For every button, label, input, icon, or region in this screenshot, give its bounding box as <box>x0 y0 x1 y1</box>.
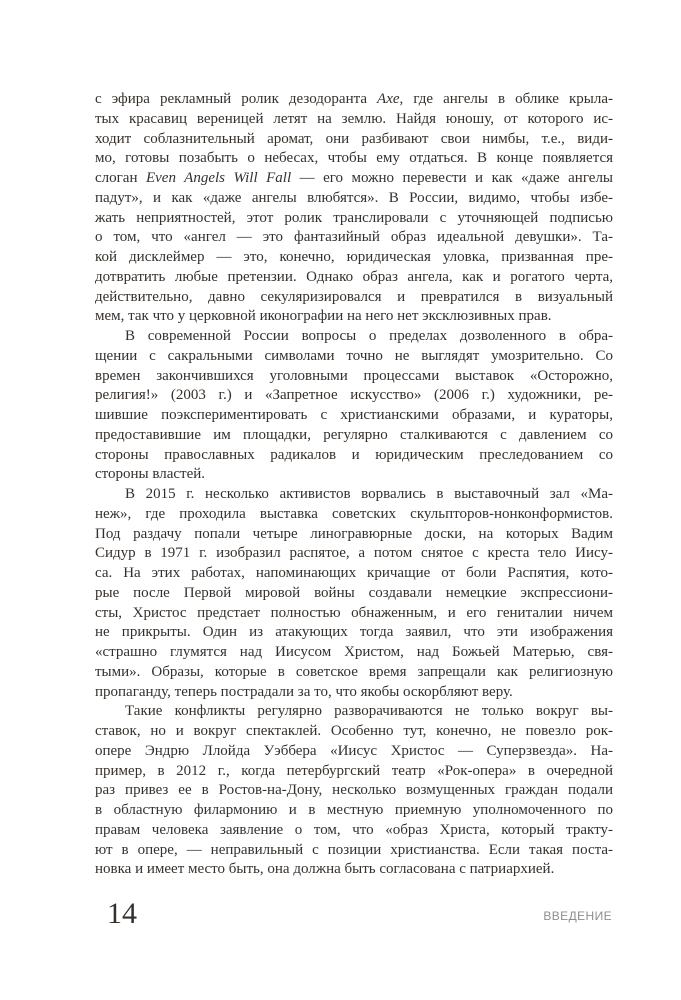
text-segment: мем, так что у церковной иконографии на него нет эксклюзивных прав. <box>95 308 552 325</box>
text-line <box>95 288 613 308</box>
text-segment: тыми». Образы, которые в советское время запрещали как религиозную <box>95 663 613 680</box>
text-segment: в областную филармонию и в местную приемную уполномоченного по <box>95 802 613 818</box>
text-line <box>95 742 613 762</box>
text-segment: предоставившие им площадки, регулярно сталкиваются с давлением со <box>95 426 613 443</box>
text-line <box>95 327 613 347</box>
text-line <box>95 268 613 288</box>
text-segment: стороны православных радикалов и юридическим преследованием со <box>95 446 613 463</box>
text-line <box>95 130 613 150</box>
text-segment: действительно, давно секуляризировался и превратился в визуальный <box>95 288 613 305</box>
text-segment: рые после Первой мировой войны создавали немецкие экспрессиони- <box>95 584 613 601</box>
text-segment: Сидур в 1971 г. изобразил распятое, а потом снятое с креста тело Иису- <box>95 545 613 562</box>
text-line <box>95 426 613 446</box>
text-line <box>95 189 613 209</box>
body-text <box>95 90 613 880</box>
text-segment: стороны властей. <box>95 466 206 483</box>
text-segment: Такие конфликты регулярно разворачиваются не только вокруг вы- <box>125 703 613 720</box>
text-segment: дотвратить любые претензии. Однако образ ангела, как и рогатого черта, <box>95 268 613 285</box>
text-line <box>95 347 613 367</box>
text-line <box>95 386 613 406</box>
text-line <box>95 781 613 801</box>
text-segment: раз привез ее в Ростов-на-Дону, несколько возмущенных граждан подали <box>95 782 613 799</box>
text-segment: ставок, но и вокруг спектаклей. Особенно тут, конечно, не повезло рок- <box>95 723 613 739</box>
text-line <box>95 663 613 683</box>
text-line <box>95 722 613 742</box>
text-segment: В современной России вопросы о пределах дозволенного в обра- <box>125 328 613 344</box>
text-line <box>95 801 613 821</box>
text-segment: с эфира рекламный ролик дезодоранта <box>95 91 378 107</box>
text-segment: падут», и как «даже ангелы влюбятся». В России, видимо, чтобы избе- <box>95 189 613 206</box>
text-line <box>95 584 613 604</box>
text-line <box>95 406 613 426</box>
text-line <box>95 525 613 545</box>
text-line <box>95 169 613 189</box>
page-number: 14 <box>107 897 137 930</box>
text-segment: опере Эндрю Ллойда Уэббера «Иисус Христос — Суперзвезда». На- <box>95 742 613 759</box>
text-segment: пример, в 2012 г., когда петербургский театр «Рок-опера» в очередной <box>95 762 613 779</box>
text-segment: пропаганду, теперь пострадали за то, что якобы оскорбляют веру. <box>95 683 513 700</box>
text-segment: шившие поэкспериментировать с христианскими образами, и кураторы, <box>95 407 613 423</box>
text-line <box>95 485 613 505</box>
text-line <box>95 505 613 525</box>
text-line <box>95 90 613 110</box>
text-segment: ют в опере, — неправильный с позиции христианства. Если такая поста- <box>95 841 613 858</box>
text-segment: кой дисклеймер — это, конечно, юридическая уловка, призванная пре- <box>95 249 613 265</box>
text-line <box>95 841 613 861</box>
italic-text: Even Angels Will Fall <box>145 170 292 186</box>
text-line <box>95 702 613 722</box>
text-segment: щении с сакральными символами точно не выглядят умозрительно. Со <box>95 347 613 364</box>
text-line <box>95 623 613 643</box>
text-segment: В 2015 г. несколько активистов ворвались в выставочный зал «Ма- <box>125 486 613 502</box>
text-segment: не прикрыты. Один из атакующих тогда заявил, что эти изображения <box>95 624 613 641</box>
text-line <box>95 465 613 485</box>
paragraph <box>95 485 613 702</box>
text-line <box>95 248 613 268</box>
text-line <box>95 683 613 703</box>
text-segment: тых красавиц вереницей летят на землю. Найдя юношу, от которого ис- <box>95 110 613 127</box>
text-segment: неж», где проходила выставка советских скульпторов-нонконформистов. <box>95 505 613 522</box>
paragraph <box>95 327 613 485</box>
text-segment: сты, Христос предстает полностью обнаженным, и его гениталии ничем <box>95 604 613 621</box>
text-line <box>95 110 613 130</box>
paragraph <box>95 90 613 327</box>
text-line <box>95 821 613 841</box>
text-line <box>95 604 613 624</box>
text-segment: жать неприятностей, этот ролик транслировали с уточняющей подписью <box>95 209 613 226</box>
text-line <box>95 564 613 584</box>
text-segment: религия!» (2003 г.) и «Запретное искусство» (2006 г.) художники, ре- <box>95 387 613 404</box>
text-line <box>95 307 613 327</box>
text-line <box>95 544 613 564</box>
text-segment: правам человека заявление о том, что «образ Христа, который тракту- <box>95 821 613 838</box>
text-segment: — его можно перевести и как «даже ангелы <box>291 170 613 186</box>
text-line <box>95 860 613 880</box>
text-segment: Под раздачу попали четыре линогравюрные доски, на которых Вадим <box>95 525 613 542</box>
text-line <box>95 446 613 466</box>
text-segment: са. На этих работах, напоминающих кричащие от боли Распятия, кото- <box>95 565 613 581</box>
text-line <box>95 149 613 169</box>
text-segment: ходит соблазнительный аромат, они разбивают свои нимбы, т.е., види- <box>95 130 613 147</box>
text-segment: «страшно глумятся над Иисусом Христом, над Божьей Матерью, свя- <box>95 644 613 660</box>
text-segment: , где ангелы в облике крыла- <box>399 91 613 107</box>
italic-text: Axe <box>377 91 400 107</box>
text-line <box>95 643 613 663</box>
text-line <box>95 209 613 229</box>
text-line <box>95 762 613 782</box>
page-footer <box>0 897 681 947</box>
text-segment: мо, готовы позабыть о небесах, чтобы ему отдаться. В конце появляется <box>95 150 613 167</box>
running-title: ВВЕДЕНИЕ <box>543 909 612 923</box>
text-line <box>95 228 613 248</box>
text-segment: времен закончившихся уголовными процессами выставок «Осторожно, <box>95 367 613 384</box>
text-segment: новка и имеет место быть, она должна быть согласована с патриархией. <box>95 861 555 878</box>
text-line <box>95 367 613 387</box>
text-segment: о том, что «ангел — это фантазийный образ идеальной девушки». Та- <box>95 229 613 246</box>
paragraph <box>95 702 613 880</box>
text-segment: слоган <box>95 170 146 186</box>
